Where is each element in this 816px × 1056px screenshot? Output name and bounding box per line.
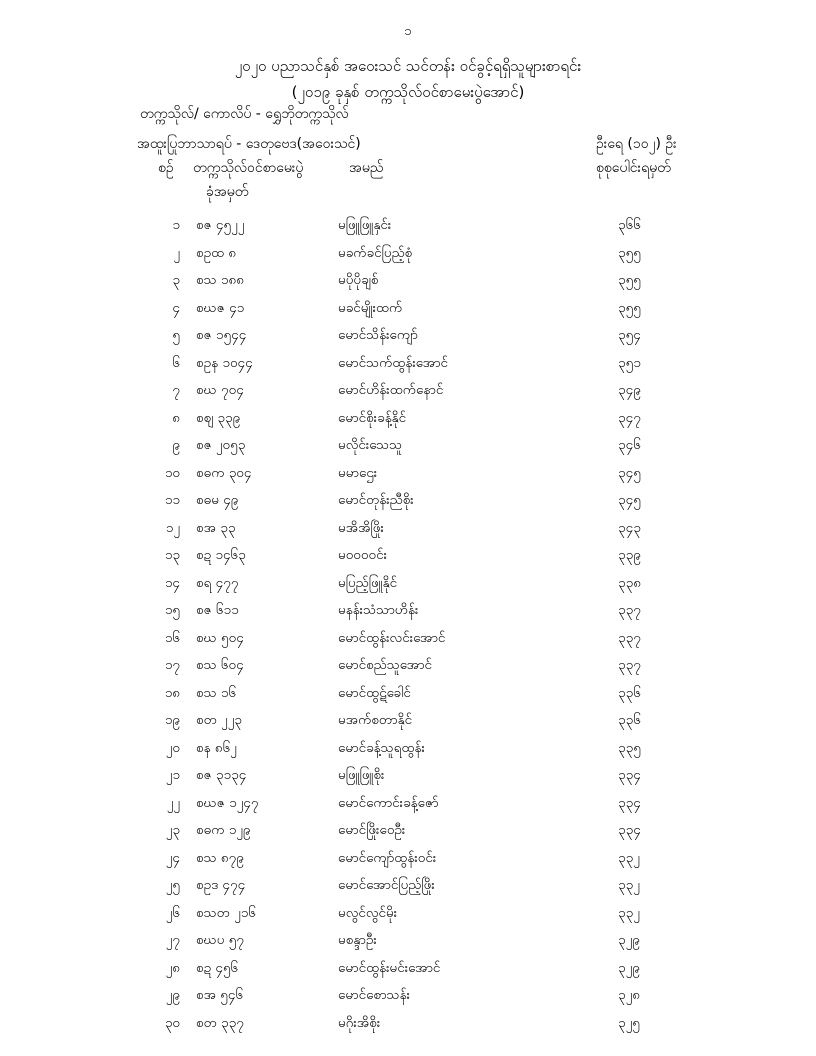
row-roll-number: စရ ၄၇၇ [196, 574, 239, 591]
row-roll-number: စသ ၁၈၈ [196, 272, 244, 288]
row-roll-number: စဥဒ ၄၇၄ [196, 877, 246, 893]
row-serial: ၁၁ [164, 492, 180, 508]
table-row [0, 240, 816, 268]
row-name: မဖြူဖြူနှင်း [338, 217, 392, 233]
row-serial: ၁၈ [164, 684, 180, 701]
row-serial: ၃၀ [164, 1014, 180, 1031]
row-name: မောင်ထွန်းလင်းအောင် [338, 629, 446, 646]
university-label: တက္ကသိုလ်/ ကောလိပ် - ရွှေဘိုတက္ကသိုလ် [140, 106, 349, 122]
row-serial: ၂၁ [165, 767, 180, 783]
row-name: မမာဌေး [338, 464, 378, 481]
table-row [0, 762, 816, 790]
row-roll-number: စဓမ ၄၉ [196, 492, 239, 508]
table-row [0, 267, 816, 295]
row-total-marks: ၃၂၈ [618, 987, 640, 1003]
row-serial: ၁၂ [165, 519, 180, 536]
row-roll-number: စဈ ၃၃၉ [196, 409, 241, 426]
table-row [0, 817, 816, 845]
row-name: မောင်ဖြိုးဝေဦး [338, 822, 406, 838]
row-name: မောင်ကောင်းခန့်ဇော် [338, 794, 439, 811]
row-total-marks: ၃၃၂ [618, 904, 640, 921]
row-serial: ၁၀ [164, 464, 180, 481]
row-roll-number: စသ ၈၇၉ [196, 849, 244, 866]
row-serial: ၆ [172, 354, 180, 371]
table-row [0, 405, 816, 433]
row-roll-number: စဇ ၂၀၅၃ [196, 437, 246, 453]
table-row [0, 295, 816, 323]
header-serial: စဉ် [158, 160, 174, 176]
subject-label: အထူးပြုဘာသာရပ် - ဒေတုဗေဒ(အဝေးသင်) [137, 136, 361, 152]
row-roll-number: စဇ ၃၁၃၄ [196, 767, 247, 783]
row-roll-number: စဃဇ ၁၂၄၇ [196, 794, 259, 811]
row-roll-number: စဥန ၁၀၄၄ [196, 354, 253, 371]
row-serial: ၃ [172, 272, 180, 288]
table-row [0, 872, 816, 900]
table-row [0, 570, 816, 598]
header-roll-number-2: ခုံအမှတ် [206, 184, 249, 200]
row-serial: ၂၀ [165, 739, 180, 756]
row-total-marks: ၃၅၁ [618, 354, 641, 371]
row-roll-number: စသတ ၂၁၆ [196, 904, 256, 921]
table-row [0, 955, 816, 983]
row-serial: ၁၅ [164, 602, 180, 618]
table-row [0, 597, 816, 625]
row-serial: ၄ [172, 299, 180, 316]
row-roll-number: စဃပ ၅၇ [196, 932, 244, 948]
row-roll-number: စဇ ၁၅၄၄ [196, 327, 247, 343]
row-roll-number: စဇ ၆၁၁ [196, 602, 239, 618]
row-name: မလိုင်းသေသူ [338, 437, 403, 453]
row-total-marks: ၃၃၄ [618, 767, 641, 783]
table-row [0, 350, 816, 378]
row-total-marks: ၃၂၅ [618, 1014, 640, 1031]
row-total-marks: ၃၃၇ [618, 602, 641, 618]
table-row [0, 652, 816, 680]
row-name: မောင်စိုးခန့်နိုင် [338, 409, 407, 426]
row-name: မောင်ဟိန်းထက်နောင် [338, 382, 444, 398]
row-name: မခင်မျိုးထက် [338, 299, 403, 316]
row-name: မောင်ထွဋ်ခေါင် [338, 684, 411, 701]
row-name: မောင်ကျော်ထွန်းဝင်း [338, 849, 437, 866]
row-total-marks: ၃၃၂ [618, 877, 640, 893]
row-serial: ၂၅ [165, 877, 180, 893]
row-name: မောင်တုန်းညီစိုး [338, 492, 414, 508]
row-total-marks: ၃၄၃ [618, 519, 641, 536]
row-serial: ၂၉ [165, 987, 180, 1003]
table-row [0, 707, 816, 735]
table-row [0, 1010, 816, 1038]
row-serial: ၁၃ [164, 547, 180, 563]
row-total-marks: ၃၃၉ [618, 547, 641, 563]
row-roll-number: စအ ၃၃ [196, 519, 236, 536]
row-serial: ၁၉ [164, 712, 180, 728]
row-total-marks: ၃၃၆ [618, 712, 641, 728]
row-serial: ၇ [172, 382, 180, 398]
results-table [0, 212, 816, 1037]
row-total-marks: ၃၃၄ [618, 822, 641, 838]
table-row [0, 680, 816, 708]
row-name: မပြည့်ဖြူနိုင် [338, 574, 398, 591]
row-name: မ၀၀၀၀င်း [338, 547, 388, 563]
table-row [0, 515, 816, 543]
total-count: ဦးရေ (၁၀၂) ဦး [596, 136, 677, 152]
row-name: မဖြူဖြူစိုး [338, 767, 385, 783]
row-roll-number: စတ ၃၃၇ [196, 1014, 244, 1031]
table-row [0, 927, 816, 955]
table-row [0, 625, 816, 653]
row-total-marks: ၃၃၅ [618, 739, 641, 756]
row-total-marks: ၃၂၉ [618, 959, 640, 976]
table-row [0, 735, 816, 763]
row-serial: ၂၂ [166, 794, 180, 811]
row-roll-number: စဍ ၄၅၆ [196, 959, 239, 976]
row-name: မနန်းသံသာဟိန်း [338, 602, 419, 618]
table-row [0, 790, 816, 818]
row-total-marks: ၃၅၅ [618, 299, 641, 316]
row-serial: ၁၇ [164, 657, 180, 673]
row-total-marks: ၃၄၇ [618, 409, 641, 426]
row-serial: ၁၄ [164, 574, 180, 591]
header-roll-number: တက္ကသိုလ်ဝင်စာမေးပွဲ [193, 160, 304, 176]
table-row [0, 377, 816, 405]
row-name: မလွင်လွင်မိုး [338, 904, 398, 921]
table-row [0, 900, 816, 928]
table-row [0, 212, 816, 240]
row-serial: ၈ [172, 409, 180, 426]
header-total-marks: စုစုပေါင်းရမှတ် [596, 160, 671, 176]
row-name: မအိအိဖြိုး [338, 519, 384, 536]
row-roll-number: စသ ၆၀၄ [196, 657, 244, 673]
table-row [0, 982, 816, 1010]
row-total-marks: ၃၃၂ [618, 849, 640, 866]
row-name: မပိုပိုချစ် [338, 272, 379, 288]
row-roll-number: စဃ ၇၀၄ [196, 382, 244, 398]
row-roll-number: စဇ ၄၅၂၂ [196, 217, 245, 233]
row-name: မောင်ခန့်သူရထွန်း [338, 739, 425, 756]
row-total-marks: ၃၄၆ [618, 437, 641, 453]
table-row [0, 322, 816, 350]
row-total-marks: ၃၂၉ [618, 932, 640, 948]
row-serial: ၂၄ [165, 849, 180, 866]
row-name: မစန္ဒာဦး [338, 932, 377, 948]
row-serial: ၁၆ [164, 629, 180, 646]
row-total-marks: ၃၃၇ [618, 629, 641, 646]
row-serial: ၂၇ [165, 932, 180, 948]
row-roll-number: စဓက ၃၀၄ [196, 464, 252, 481]
row-roll-number: စဍ ၁၄၆၃ [196, 547, 246, 563]
row-total-marks: ၃၄၅ [618, 492, 641, 508]
table-row [0, 432, 816, 460]
table-row [0, 845, 816, 873]
row-roll-number: စဥထ ၈ [196, 244, 237, 261]
row-name: မောင်သက်ထွန်းအောင် [338, 354, 449, 371]
row-name: မခက်ခင်ပြည့်စုံ [338, 244, 413, 261]
row-serial: ၂၆ [165, 904, 180, 921]
row-roll-number: စဓက ၁၂၉ [196, 822, 251, 838]
row-roll-number: စအ ၅၄၆ [196, 987, 244, 1003]
row-total-marks: ၃၆၆ [618, 217, 641, 233]
row-total-marks: ၃၅၅ [618, 272, 641, 288]
row-name: မောင်စောသန်း [338, 987, 411, 1003]
row-roll-number: စဃ ၅၀၄ [196, 629, 244, 646]
row-name: မောင်စည်သူအောင် [338, 657, 433, 673]
row-total-marks: ၃၄၉ [618, 382, 641, 398]
table-row [0, 487, 816, 515]
row-serial: ၂၈ [165, 959, 180, 976]
row-serial: ၂ [173, 244, 180, 261]
row-name: မအက်စတာနိုင် [338, 712, 413, 728]
table-row [0, 542, 816, 570]
row-total-marks: ၃၅၄ [618, 327, 641, 343]
row-roll-number: စသ ၁၆ [196, 684, 237, 701]
row-total-marks: ၃၃၈ [618, 574, 641, 591]
row-name: မောင်သိန်းကျော် [338, 327, 418, 343]
row-serial: ၉ [172, 437, 180, 453]
row-serial: ၁ [172, 217, 180, 233]
row-name: မောင်ထွန်းမင်းအောင် [338, 959, 441, 976]
row-total-marks: ၃၃၄ [618, 794, 641, 811]
row-roll-number: စတ ၂၂၃ [196, 712, 242, 728]
row-total-marks: ၃၄၅ [618, 464, 641, 481]
row-name: မဂိုးအိစိုး [338, 1014, 381, 1031]
row-roll-number: စဃဇ ၄၁ [196, 299, 245, 316]
row-total-marks: ၃၃၇ [618, 657, 641, 673]
list-subtitle: (၂၀၁၉ ခုနှစ် တက္ကသိုလ်ဝင်စာမေးပွဲအောင်) [291, 83, 525, 101]
row-serial: ၂၃ [165, 822, 180, 838]
header-name: အမည် [349, 160, 384, 176]
row-total-marks: ၃၅၅ [618, 244, 641, 261]
table-row [0, 460, 816, 488]
row-roll-number: စန ၈၆၂ [196, 739, 237, 756]
list-title: ၂၀၂၀ ပညာသင်နှစ် အဝေးသင် သင်တန်း ဝင်ခွင့်ရရှိသူများစာရင်း [234, 57, 582, 75]
row-name: မောင်အောင်ပြည့်ဖြိုး [338, 877, 435, 893]
page-number: ၁ [404, 24, 412, 39]
row-serial: ၅ [172, 327, 180, 343]
row-total-marks: ၃၃၆ [618, 684, 641, 701]
